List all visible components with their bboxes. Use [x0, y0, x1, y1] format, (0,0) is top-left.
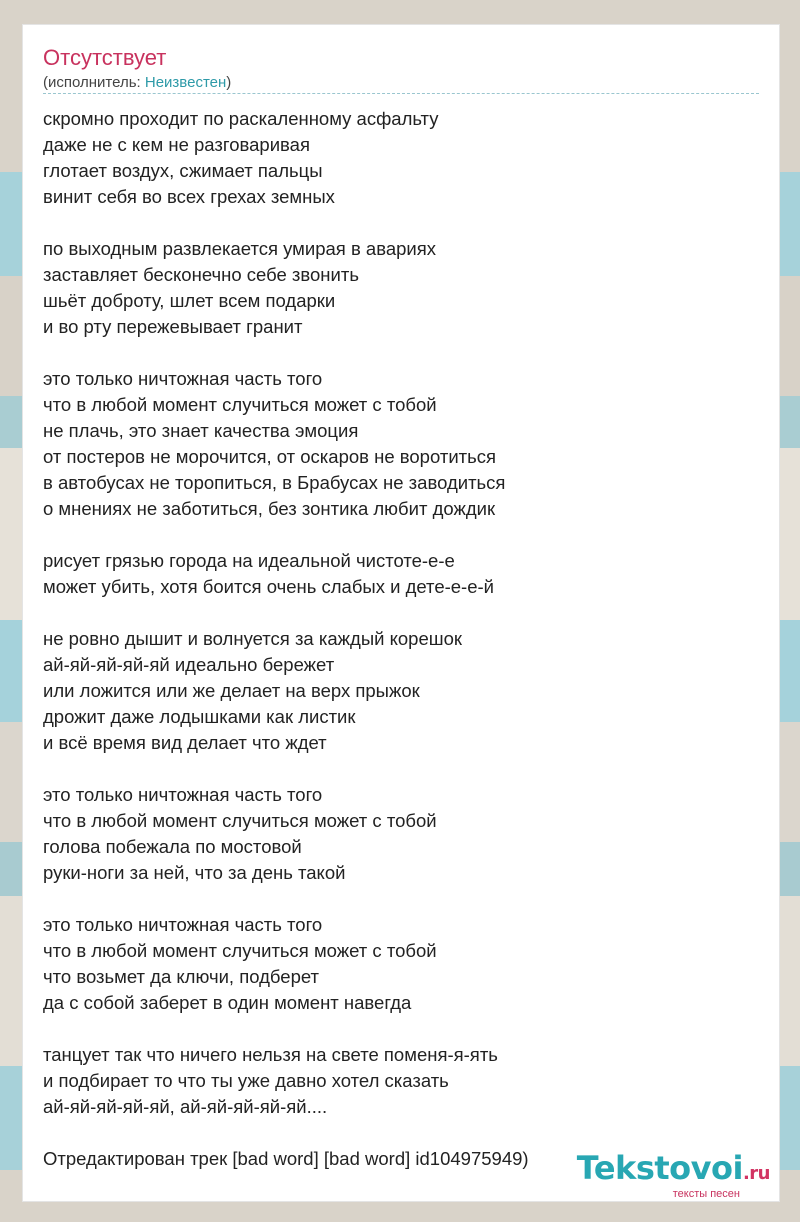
stanza-break — [43, 340, 759, 366]
lyric-line: заставляет бесконечно себе звонить — [43, 264, 359, 285]
lyric-line: это только ничтожная часть того — [43, 784, 323, 805]
lyric-line: не плачь, это знает качества эмоция — [43, 420, 359, 441]
lyric-line: по выходным развлекается умирая в авариях — [43, 238, 437, 259]
lyric-line: и во рту пережевывает гранит — [43, 316, 303, 337]
stanza-break — [43, 1016, 759, 1042]
lyric-line: ай-яй-яй-яй-яй идеально бережет — [43, 654, 335, 675]
lyric-line: руки-ноги за ней, что за день такой — [43, 862, 346, 883]
artist-link[interactable]: Неизвестен — [144, 74, 227, 91]
lyric-line: голова побежала по мостовой — [43, 836, 302, 857]
lyrics-card — [22, 24, 780, 1202]
stanza-break — [43, 886, 759, 912]
lyric-line: Отредактирован трек [bad word] [bad word] id104975949) — [43, 1148, 529, 1169]
lyric-line: глотает воздух, сжимает пальцы — [43, 160, 323, 181]
lyric-line: что возьмет да ключи, подберет — [43, 966, 320, 987]
lyric-line: что в любой момент случиться может с тобой — [43, 940, 437, 961]
stanza-break — [43, 210, 759, 236]
artist-suffix: ) — [226, 74, 232, 91]
lyric-line: даже не с кем не разговаривая — [43, 134, 310, 155]
lyric-line: может убить, хотя боится очень слабых и дете-е-е-й — [43, 576, 495, 597]
stanza-break — [43, 600, 759, 626]
lyric-line: шьёт доброту, шлет всем подарки — [43, 290, 336, 311]
site-logo[interactable] — [577, 1151, 770, 1200]
stanza-break — [43, 1120, 759, 1146]
artist-prefix: (исполнитель: — [43, 74, 145, 91]
lyric-line: от постеров не морочится, от оскаров не воротиться — [43, 446, 497, 467]
lyric-line: и всё время вид делает что ждет — [43, 732, 327, 753]
logo-subtitle: тексты песен — [672, 1188, 740, 1200]
lyrics-text — [43, 106, 759, 1172]
lyric-line: что в любой момент случиться может с тобой — [43, 810, 437, 831]
logo-name: Tekstovoi — [576, 1149, 743, 1187]
lyric-line: ай-яй-яй-яй-яй, ай-яй-яй-яй-яй.... — [43, 1096, 328, 1117]
lyric-line: что в любой момент случиться может с тобой — [43, 394, 437, 415]
lyric-line: о мнениях не заботиться, без зонтика любит дождик — [43, 498, 496, 519]
logo-wordmark — [577, 1151, 770, 1191]
song-title: Отсутствует — [43, 45, 167, 70]
lyric-line: рисует грязью города на идеальной чистоте-е-е — [43, 550, 455, 571]
stanza-break — [43, 756, 759, 782]
lyric-line: это только ничтожная часть того — [43, 368, 323, 389]
lyric-line: да с собой заберет в один момент навегда — [43, 992, 412, 1013]
lyric-line: винит себя во всех грехах земных — [43, 186, 335, 207]
lyric-line: это только ничтожная часть того — [43, 914, 323, 935]
lyric-line: танцует так что ничего нельзя на свете поменя-я-ять — [43, 1044, 498, 1065]
lyric-line: и подбирает то что ты уже давно хотел сказать — [43, 1070, 449, 1091]
lyric-line: в автобусах не торопиться, в Брабусах не заводиться — [43, 472, 506, 493]
stanza-break — [43, 522, 759, 548]
title-divider — [43, 93, 759, 94]
lyric-line: не ровно дышит и волнуется за каждый корешок — [43, 628, 462, 649]
lyric-line: дрожит даже лодышками как листик — [43, 706, 356, 727]
artist-line — [43, 74, 231, 91]
lyric-line: скромно проходит по раскаленному асфальту — [43, 108, 439, 129]
lyric-line: или ложится или же делает на верх прыжок — [43, 680, 420, 701]
logo-tld: .ru — [742, 1163, 770, 1184]
